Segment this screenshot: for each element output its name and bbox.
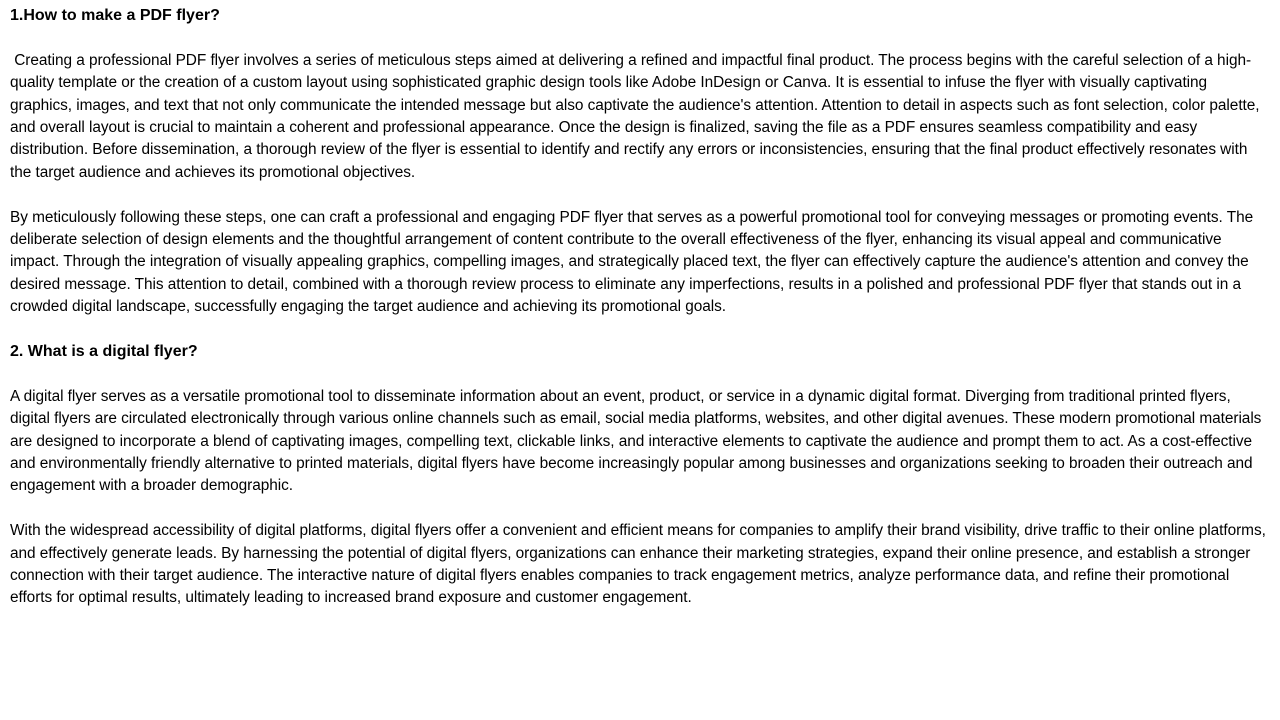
spacer bbox=[10, 184, 1270, 206]
spacer bbox=[10, 27, 1270, 49]
section-heading-pdf-flyer: 1.How to make a PDF flyer? bbox=[10, 7, 220, 24]
section-heading-digital-flyer: 2. What is a digital flyer? bbox=[10, 343, 198, 361]
spacer bbox=[10, 498, 1270, 520]
spacer bbox=[10, 363, 1270, 385]
paragraph: With the widespread accessibility of digital platforms, digital flyers offer a convenient and efficient means for companies to amplify their brand visibility, drive traffic to their online platforms, and effectively generate leads. By harnessing the potential of digital flyers, organizations can enhance their marketing strategies, expand their online presence, and establish a stronger connection with their target audience. The interactive nature of digital flyers enables companies to track engagement metrics, analyze performance data, and refine their promotional efforts for optimal results, ultimately leading to increased brand exposure and customer engagement. bbox=[10, 522, 1266, 607]
paragraph: By meticulously following these steps, one can craft a professional and engaging PDF flyer that serves as a powerful promotional tool for conveying messages or promoting events. The deliberate selection of design elements and the thoughtful arrangement of content contribute to the overall effectiveness of the flyer, enhancing its visual appeal and communicative impact. Through the integration of visually appealing graphics, compelling images, and strategically placed text, the flyer can effectively capture the audience's attention and convey the desired message. This attention to detail, combined with a thorough review process to eliminate any imperfections, results in a polished and professional PDF flyer that stands out in a crowded digital landscape, successfully engaging the target audience and achieving its promotional goals. bbox=[10, 208, 1254, 316]
spacer bbox=[10, 319, 1270, 341]
paragraph: A digital flyer serves as a versatile promotional tool to disseminate information about an event, product, or service in a dynamic digital format. Diverging from traditional printed flyers, digital flyers are circulated electronically through various online channels such as email, social media platforms, websites, and other digital avenues. These modern promotional materials are designed to incorporate a blend of captivating images, compelling text, clickable links, and interactive elements to captivate the audience and prompt them to act. As a cost-effective and environmentally friendly alternative to printed materials, digital flyers have become increasingly popular among businesses and organizations seeking to broaden their outreach and engagement with a broader demographic. bbox=[10, 387, 1262, 495]
paragraph: Creating a professional PDF flyer involves a series of meticulous steps aimed at delivering a refined and impactful final product. The process begins with the careful selection of a high-quality template or the creation of a custom layout using sophisticated graphic design tools like Adobe InDesign or Canva. It is essential to infuse the flyer with visually captivating graphics, images, and text that not only communicate the intended message but also captivate the audience's attention. Attention to detail in aspects such as font selection, color palette, and overall layout is crucial to maintain a coherent and professional appearance. Once the design is finalized, saving the file as a PDF ensures seamless compatibility and easy distribution. Before dissemination, a thorough review of the flyer is essential to identify and rectify any errors or inconsistencies, ensuring that the final product effectively resonates with the target audience and achieves its promotional objectives. bbox=[10, 51, 1264, 181]
